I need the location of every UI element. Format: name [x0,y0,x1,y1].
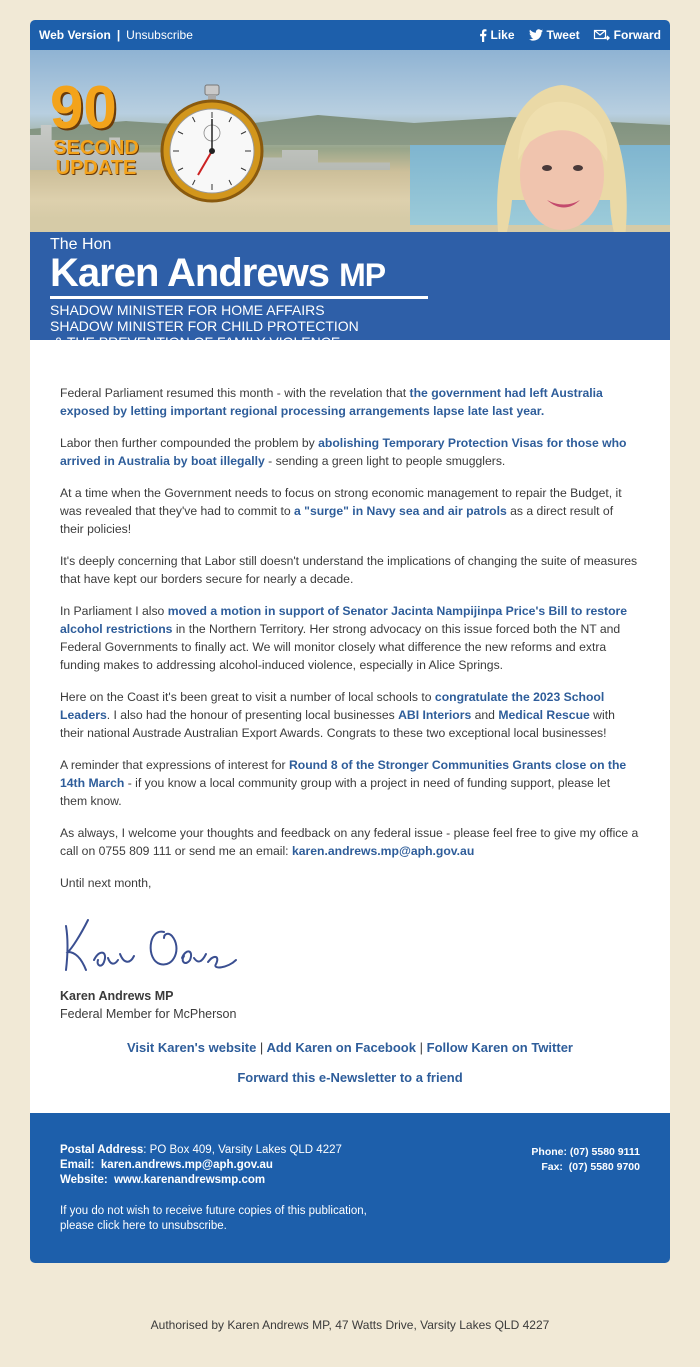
stopwatch-icon [158,85,266,205]
highlight-text: a "surge" in Navy sea and air patrols [294,504,507,518]
text: In Parliament I also [60,604,168,618]
unsub-link[interactable]: please click here to unsubscribe. [60,1220,227,1232]
forward-newsletter-link[interactable]: Forward this e-Newsletter to a friend [237,1070,463,1085]
text: At a time when the Government needs to focus on strong economic management to repair the Budget, it was revealed that they've had to commit to [60,486,622,518]
closing: Until next month, [60,876,152,890]
member-suffix: MP [339,257,386,293]
header-banner [30,50,670,366]
signature-name: Karen Andrews MP [60,989,174,1003]
badge-line1: SECOND [53,137,139,159]
newsletter [30,20,670,1263]
role-line: SHADOW MINISTER FOR CHILD PROTECTION [50,318,359,334]
text: A reminder that expressions of interest for [60,758,289,772]
paragraph [60,756,640,810]
unsubscribe-notice [60,1204,640,1234]
roles-list [50,302,359,366]
social-links [479,28,661,42]
like-button[interactable] [479,28,515,42]
text: Here on the Coast it's been great to visit a number of local schools to [60,690,435,704]
paragraph: It's deeply concerning that Labor still doesn't understand the implications of changing the suite of measures that have kept our borders secure for nearly a decade. [60,554,638,586]
text: in the Northern Territory. Her strong advocacy on this issue forced both the NT and Federal Governments to finally act. We will monitor closely what difference the new reforms and extra funding makes to addressing alcohol-induced violence, especially in Alice Springs. [60,622,621,672]
unsubscribe-link[interactable]: Unsubscribe [126,28,193,42]
text: . I also had the honour of presenting local businesses [106,708,399,722]
web-version-link[interactable]: Web Version [39,28,111,42]
website-link[interactable]: Visit Karen's website [127,1040,257,1055]
highlight-text: congratulate the 2023 School Leaders [60,690,605,722]
unsub-line: If you do not wish to receive future copies of this publication, [60,1205,367,1217]
envelope-forward-icon [594,29,610,41]
role-line: MEMBER FOR MCPHERSON [50,350,240,366]
email-link[interactable]: karen.andrews.mp@aph.gov.au [291,844,475,858]
phone: Phone: (07) 5580 9111 [531,1146,640,1158]
text: as a direct result of their policies! [60,504,614,536]
highlight-text: abolishing Temporary Protection Visas for those who arrived in Australia by boat illegally [60,436,627,468]
signature-block [60,908,640,1023]
badge-number: 90 [50,74,117,141]
facebook-icon [479,29,487,42]
paragraph [60,384,640,420]
highlight-text: Medical Rescue [498,708,590,722]
role-line: & THE PREVENTION OF FAMILY VIOLENCE [50,334,341,350]
authorisation-statement: Authorised by Karen Andrews MP, 47 Watts Drive, Varsity Lakes QLD 4227 [150,1318,550,1332]
paragraph [60,688,640,742]
highlight-text: moved a motion in support of Senator Jacinta Nampijinpa Price's Bill to restore alcohol restrictions [60,604,628,636]
signature-role: Federal Member for McPherson [60,1007,237,1021]
twitter-icon [529,29,543,41]
website-line [60,1173,640,1188]
title-prefix: The Hon [50,236,112,253]
member-name-text: Karen Andrews [50,251,329,295]
text: and [471,708,499,722]
footer-website-link[interactable]: www.karenandrewsmp.com [114,1174,266,1186]
separator: | [259,1040,264,1055]
member-name [50,251,385,296]
forward-button[interactable] [594,28,661,42]
text: - if you know a local community group with a project in need of funding support, please let them know. [60,776,611,808]
handwritten-signature [60,908,240,980]
badge-line2: UPDATE [55,157,137,179]
paragraph [60,434,640,470]
paragraph [60,824,640,860]
tweet-label[interactable]: Tweet [546,28,580,42]
tweet-button[interactable] [529,28,580,42]
text: As always, I welcome your thoughts and feedback on any federal issue - please feel free to give my office a call on 0755 809 111 or send me an email: [60,826,639,858]
text: Federal Parliament resumed this month - with the revelation that [60,386,410,400]
like-label[interactable]: Like [490,28,515,42]
paragraph [60,602,640,674]
action-links [60,1039,640,1087]
ninety-second-badge [50,74,142,179]
fax: Fax: (07) 5580 9700 [541,1161,640,1173]
text: - sending a green light to people smugglers. [264,454,506,468]
separator: | [419,1040,423,1055]
contact-numbers [531,1145,640,1175]
role-line: SHADOW MINISTER FOR HOME AFFAIRS [50,302,325,318]
website-label: Website: [60,1174,108,1186]
highlight-text: ABI Interiors [398,708,472,722]
postal-value: : PO Box 409, Varsity Lakes QLD 4227 [143,1144,342,1156]
text: Labor then further compounded the problem by [60,436,319,450]
paragraph [60,484,640,538]
postal-label: Postal Address [60,1144,144,1156]
forward-label[interactable]: Forward [613,28,661,42]
top-bar-left [39,28,193,42]
highlight-text: the government had left Australia exposed by letting important regional processing arrangements lapse late last year. [60,386,603,418]
twitter-link[interactable]: Follow Karen on Twitter [426,1040,573,1055]
footer [30,1113,670,1263]
name-underline [50,296,428,299]
top-bar [30,20,670,50]
newsletter-body [30,340,670,1113]
links-row [60,1039,640,1057]
facebook-link[interactable]: Add Karen on Facebook [266,1040,416,1055]
email-label: Email: [60,1159,95,1171]
footer-email-link[interactable]: karen.andrews.mp@aph.gov.au [100,1159,273,1171]
highlight-text: Round 8 of the Stronger Communities Grants close on the 14th March [60,758,627,790]
text: with their national Austrade Australian Export Awards. Congrats to these two exceptional local businesses! [60,708,615,740]
separator: | [116,28,121,42]
